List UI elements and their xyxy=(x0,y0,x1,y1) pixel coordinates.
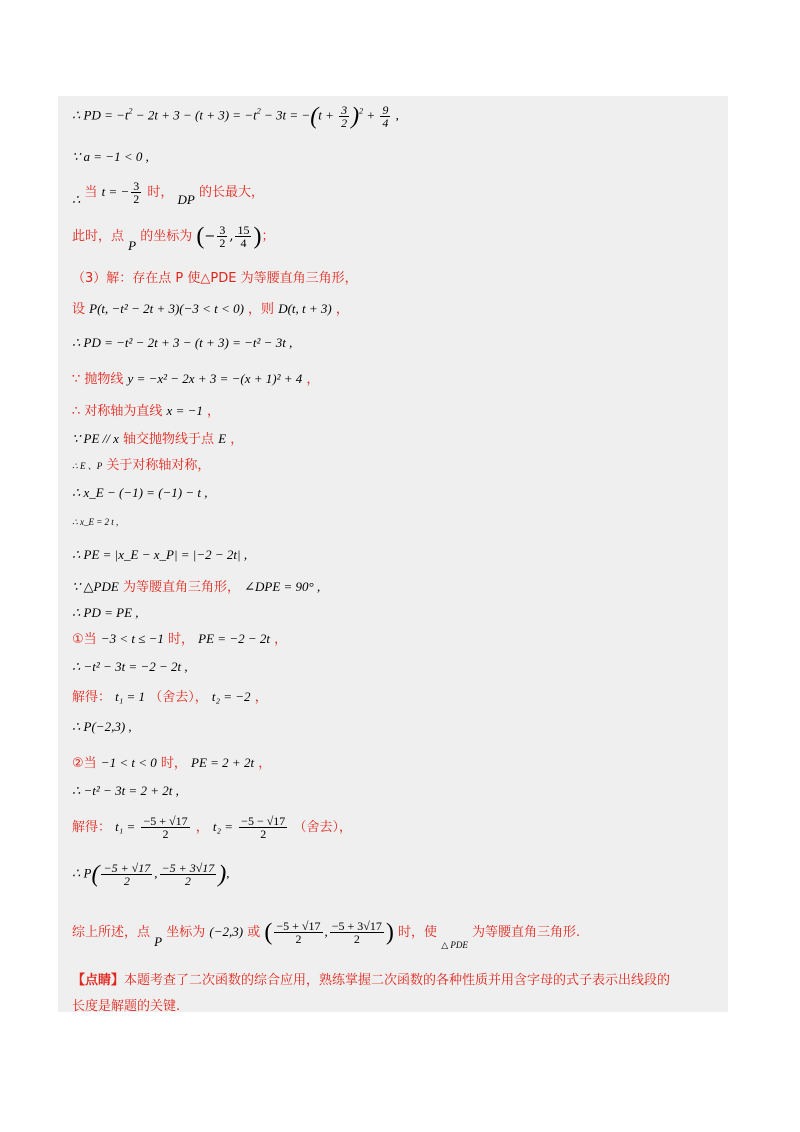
comma: ， xyxy=(254,690,268,705)
p-prefix: ∴ P xyxy=(72,865,92,881)
frac-4: 4 xyxy=(240,236,247,250)
time-text: 时， xyxy=(160,756,187,771)
make-text: 时，使 xyxy=(398,925,438,940)
p-label: P xyxy=(128,238,137,253)
case1-pe: PE = −2 − 2t xyxy=(198,631,270,646)
part3-heading: （3）解：存在点 P 使△PDE 为等腰直角三角形， xyxy=(72,271,358,286)
time-text: 时， xyxy=(147,185,174,200)
case2-point: ∴ P( $\frac{-5 + √17}{2}$ , $\frac{-5 + 3√17}{2}$ ), xyxy=(72,861,230,888)
pd-eq-pe-line: ∴ PD = PE , xyxy=(72,605,139,620)
frac-den: 2 xyxy=(341,116,348,130)
solve-text: 解得： xyxy=(72,820,112,835)
t2-numerator: −5 − √17 xyxy=(241,814,286,828)
comma: ， xyxy=(207,404,221,419)
case1-solution xyxy=(72,690,268,704)
comment-line-2: 长度是解题的关键. xyxy=(72,999,181,1014)
comma: ， xyxy=(335,302,349,317)
frac-num: 3 xyxy=(341,103,348,117)
t-equals: t = − xyxy=(101,184,130,199)
t1-value: t₁ = 1 xyxy=(115,689,146,704)
dp-label: DP xyxy=(177,192,195,207)
angle-dpe: ∠DPE = 90° , xyxy=(244,579,321,594)
then-text: ，则 xyxy=(248,302,275,317)
set-text: 设 xyxy=(72,302,86,317)
p-label: P xyxy=(154,934,163,949)
py-numerator: −5 + 3√17 xyxy=(331,919,382,933)
symmetric-line xyxy=(72,459,210,472)
longest-text: 的长最大， xyxy=(199,185,265,200)
d-definition: D(t, t + 3) xyxy=(278,301,332,316)
triangle-pde: ∵ △PDE xyxy=(72,579,119,594)
max-length-line: ∴ 当 t = − $\frac{3}{2}$ 时， DP 的长最大， xyxy=(72,179,265,207)
pe-parallel: ∵ PE // x xyxy=(72,431,119,446)
comma: ， xyxy=(258,756,272,771)
py-numerator: −5 + 3√17 xyxy=(161,861,215,875)
case2-equation: ∴ −t² − 3t = 2 + 2t , xyxy=(72,783,179,798)
conclusion-text: 为等腰直角三角形. xyxy=(472,925,581,940)
axis-equation: x = −1 xyxy=(166,403,203,418)
summary-line: 综上所述，点 P 坐标为 (−2,3) 或 ( $\frac{-5 + √17}{2}$ , $\frac{-5 + 3√17}{2}$ ) 时，使 $_{\triangle PDE}$ 为等腰直角三角形. xyxy=(72,919,581,950)
solve-text: 解得： xyxy=(72,690,112,705)
case1-label: ①当 xyxy=(72,632,97,647)
point-p-coordinate-line: 此时，点 P 的坐标为 (− $\frac{3}{2}$ , $\frac{15}{4}$ )； xyxy=(72,223,275,253)
point-a: (−2,3) xyxy=(209,924,244,939)
e-label: E xyxy=(218,431,227,446)
a-negative-line: ∵ a = −1 < 0 , xyxy=(72,149,149,164)
comment-line xyxy=(72,974,670,987)
case2-pe: PE = 2 + 2t xyxy=(191,755,255,770)
case1-line xyxy=(72,632,287,646)
xe-equation-line: ∴ x_E − (−1) = (−1) − t , xyxy=(72,485,208,500)
summary-text: 综上所述，点 xyxy=(72,925,151,940)
px-numerator: −5 + √17 xyxy=(276,919,321,933)
case2-label: ②当 xyxy=(72,756,97,771)
pe-parallel-line xyxy=(72,432,243,446)
px-numerator: −5 + √17 xyxy=(103,861,151,875)
isosceles-right-line xyxy=(72,580,320,594)
triangle-pde-small: △ PDE xyxy=(441,940,468,950)
pe-abs-line: ∴ PE = |x_E − x_P| = |−2 − 2t| , xyxy=(72,547,248,562)
xe-value-line: ∴ x_E = 2 t , xyxy=(72,517,119,527)
intersect-text: 轴交抛物线于点 xyxy=(123,432,215,447)
comma: ， xyxy=(274,632,288,647)
parabola-text: ∵ 抛物线 xyxy=(72,372,124,387)
time-text: 时， xyxy=(168,632,195,647)
t2-value: t₂ = −2 xyxy=(211,689,251,704)
or-text: 或 xyxy=(247,925,261,940)
pd-line-2: ∴ PD = −t² − 2t + 3 − (t + 3) = −t² − 3t , xyxy=(72,335,293,350)
case2-range: −1 < t < 0 xyxy=(100,755,157,770)
set-p-line xyxy=(72,302,349,316)
discard-text: （舍去）， xyxy=(149,690,208,705)
coordinate-text: 坐标为 xyxy=(166,925,206,940)
frac-15: 15 xyxy=(237,223,250,237)
t1-label: t₁ = xyxy=(115,819,136,834)
axis-line xyxy=(72,404,220,418)
p-definition: P(t, −t² − 2t + 3)(−3 < t < 0) xyxy=(89,301,244,316)
when-text: 当 xyxy=(84,185,98,200)
at-this-time-text: 此时，点 xyxy=(72,229,125,244)
parabola-equation: y = −x² − 2x + 3 = −(x + 1)² + 4 xyxy=(127,371,303,386)
comma: ， xyxy=(306,372,320,387)
case2-solution: 解得： t₁ = $\frac{-5 + √17}{2}$ ， t₂ = $\frac{-5 - √17}{2}$ （舍去）， xyxy=(72,814,352,841)
comment-tag: 【点睛】 xyxy=(72,973,125,988)
symmetric-text: 关于对称轴对称， xyxy=(106,458,211,473)
t1-numerator: −5 + √17 xyxy=(143,814,188,828)
comma: ， xyxy=(230,432,244,447)
parabola-line xyxy=(72,372,319,386)
t2-label: t₂ = xyxy=(212,819,234,834)
pd-expression-line: ∴ PD = $-t^2 - 2t + 3 - (t + 3) = -t^2 - 3t = -(t$ + $\frac{3}{2}$ )$^2$ + $\frac{9}{4}$ , xyxy=(72,103,399,130)
comma: ， xyxy=(195,820,209,835)
discard-text: （舍去）， xyxy=(293,820,352,835)
case2-line xyxy=(72,756,271,770)
case1-equation: ∴ −t² − 3t = −2 − 2t , xyxy=(72,659,188,674)
e-p-labels: ∴ E 、P xyxy=(72,461,103,471)
case1-range: −3 < t ≤ −1 xyxy=(100,631,164,646)
comma: , xyxy=(154,865,158,881)
isosceles-text: 为等腰直角三角形， xyxy=(122,580,240,595)
axis-text: ∴ 对称轴为直线 xyxy=(72,404,163,419)
comment-text: 本题考查了二次函数的综合应用，熟练掌握二次函数的各种性质并用含字母的式子表示出线段的 xyxy=(124,973,671,988)
coordinate-text: 的坐标为 xyxy=(140,229,193,244)
case1-point: ∴ P(−2,3) , xyxy=(72,719,132,734)
